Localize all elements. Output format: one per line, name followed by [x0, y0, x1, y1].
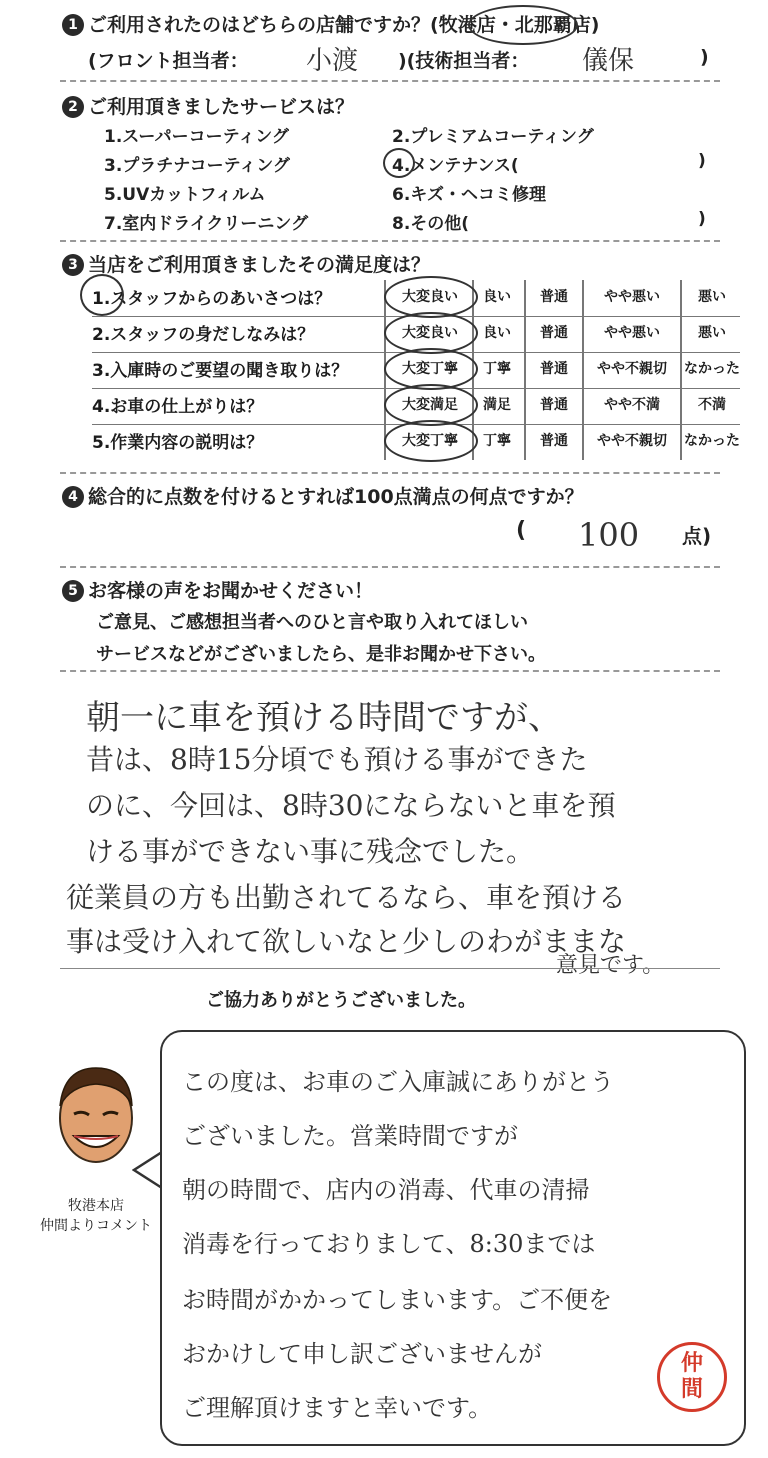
divider — [60, 240, 720, 242]
service-option-close: ) — [698, 209, 706, 229]
column-line — [680, 280, 682, 460]
rating-option: やや不親切 — [597, 361, 667, 377]
q1-question: ご利用されたのはどちらの店舗ですか？( — [88, 14, 439, 36]
name-stamp — [657, 1342, 727, 1412]
answer-line: ける事ができない事に残念でした。 — [86, 835, 535, 868]
service-selection-circle — [383, 148, 415, 178]
service-option: 5.UVカットフィルム — [104, 185, 266, 205]
thanks-text: ご協力ありがとうございました。 — [206, 990, 476, 1011]
answer-underline — [60, 968, 720, 969]
q4-unit: 点) — [682, 524, 712, 548]
staff-caption-line: 牧港本店 — [68, 1198, 124, 1214]
rating-option: 悪い — [698, 325, 726, 341]
service-option: 7.室内ドライクリーニング — [104, 214, 309, 234]
row-mark-circle — [80, 274, 124, 316]
q4-number: 4 — [62, 486, 84, 508]
rating-option: 大変良い — [402, 289, 458, 305]
q1-tech-close: ) — [700, 46, 709, 68]
rating-option: 大変良い — [402, 325, 458, 341]
q4-score: 100 — [578, 516, 640, 554]
reply-line: ございました。営業時間ですが — [182, 1122, 518, 1150]
rating-option: なかった — [684, 433, 740, 449]
reply-line: 朝の時間で、店内の消毒、代車の清掃 — [182, 1176, 590, 1204]
answer-line: 昔は、8時15分頃でも預ける事ができた — [86, 743, 588, 776]
stamp-text: 仲間 — [680, 1350, 703, 1402]
service-option: 3.プラチナコーティング — [104, 156, 290, 176]
q5-number: 5 — [62, 580, 84, 602]
q3-heading — [62, 250, 430, 277]
q5-heading — [62, 576, 373, 603]
q1-tech-value: 儀保 — [582, 46, 635, 76]
staff-avatar — [46, 1060, 146, 1180]
answer-line: 従業員の方も出勤されてるなら、車を預ける — [66, 881, 627, 914]
rating-question: 4.お車の仕上がりは？ — [92, 397, 264, 417]
rating-option: 大変満足 — [402, 397, 458, 413]
reply-line: お時間がかかってしまいます。ご不便を — [182, 1286, 613, 1314]
q1-separator: ・ — [495, 14, 515, 36]
q5-line3: サービスなどがございましたら、是非お聞かせ下さい。 — [96, 644, 546, 665]
service-option: 4.メンテナンス( — [392, 156, 519, 176]
answer-line: 事は受け入れて欲しいなと少しのわがままな — [66, 925, 627, 958]
rating-question: 2.スタッフの身だしなみは？ — [92, 325, 315, 345]
divider — [60, 472, 720, 474]
q3-number: 3 — [62, 254, 84, 276]
q5-line2: ご意見、ご感想担当者へのひと言や取り入れてほしい — [96, 612, 528, 633]
staff-caption-line: 仲間よりコメント — [40, 1218, 152, 1234]
q2-number: 2 — [62, 96, 84, 118]
q5-line1: お客様の声をお聞かせください！ — [88, 580, 374, 602]
rating-question: 1.スタッフからのあいさつは？ — [92, 289, 332, 309]
column-line — [524, 280, 526, 460]
staff-caption — [36, 1196, 156, 1236]
rating-option: やや不満 — [604, 397, 660, 413]
rating-option: 普通 — [540, 397, 568, 413]
store-selection-circle — [468, 5, 578, 45]
rating-option: 大変丁寧 — [402, 361, 458, 377]
q4-open: ( — [516, 518, 527, 543]
service-option: 6.キズ・ヘコミ修理 — [392, 185, 546, 205]
service-option: 2.プレミアムコーティング — [392, 127, 594, 147]
rating-option: 悪い — [698, 289, 726, 305]
divider — [60, 566, 720, 568]
rating-option: 良い — [483, 289, 511, 305]
rating-option: なかった — [684, 361, 740, 377]
bubble-tail-joint — [162, 1154, 168, 1186]
rating-question: 5.作業内容の説明は？ — [92, 433, 264, 453]
selection-circle — [384, 420, 478, 462]
q3-question: 当店をご利用頂きましたその満足度は？ — [88, 254, 431, 276]
service-option: 8.その他( — [392, 214, 470, 234]
reply-line: この度は、お車のご入庫誠にありがとう — [182, 1068, 614, 1096]
reply-line: 消毒を行っておりまして、8:30までは — [182, 1230, 596, 1258]
divider — [60, 670, 720, 672]
rating-option: 大変丁寧 — [402, 433, 458, 449]
service-option: 1.スーパーコーティング — [104, 127, 289, 147]
q1-store-a: 牧港店 — [438, 14, 496, 36]
rating-option: 丁寧 — [483, 361, 511, 377]
service-option-close: ) — [698, 151, 706, 171]
rating-option: 普通 — [540, 433, 568, 449]
rating-option: 不満 — [698, 397, 726, 413]
rating-option: やや悪い — [604, 325, 660, 341]
answer-line: 意見です。 — [556, 953, 665, 978]
q2-heading — [62, 92, 354, 119]
reply-line: ご理解頂けますと幸いです。 — [182, 1394, 493, 1422]
rating-option: 良い — [483, 325, 511, 341]
divider — [60, 80, 720, 82]
rating-option: 普通 — [540, 289, 568, 305]
rating-option: やや不親切 — [597, 433, 667, 449]
q1-store-b: 北那覇店 — [514, 14, 591, 36]
rating-option: 普通 — [540, 361, 568, 377]
rating-option: 普通 — [540, 325, 568, 341]
q2-question: ご利用頂きましたサービスは？ — [88, 96, 355, 118]
q1-front-label: (フロント担当者： — [88, 50, 249, 72]
q4-heading — [62, 482, 584, 509]
q1-front-value: 小渡 — [306, 46, 359, 76]
answer-line: のに、今回は、8時30にならないと車を預 — [86, 789, 616, 822]
answer-line: 朝一に車を預ける時間ですが、 — [86, 698, 562, 738]
reply-line: おかけして申し訳ございませんが — [182, 1340, 542, 1368]
q1-close: ) — [590, 14, 600, 36]
q4-question: 総合的に点数を付けるとすれば100点満点の何点ですか？ — [88, 486, 584, 508]
rating-option: 丁寧 — [483, 433, 511, 449]
rating-option: やや悪い — [604, 289, 660, 305]
q1-tech-label: )(技術担当者： — [398, 50, 530, 72]
rating-question: 3.入庫時のご要望の聞き取りは？ — [92, 361, 349, 381]
rating-option: 満足 — [483, 397, 511, 413]
q1-number: 1 — [62, 14, 84, 36]
column-line — [582, 280, 584, 460]
